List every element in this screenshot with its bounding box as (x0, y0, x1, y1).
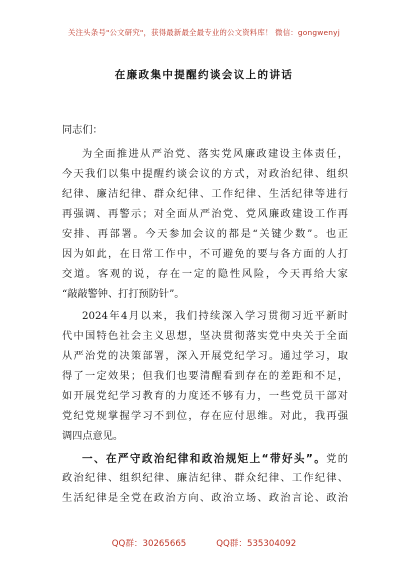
footer-contact (0, 537, 408, 549)
section-heading: 一、在严守政治纪律和政治规矩上“带好头”。 (82, 453, 327, 465)
paragraph-line: 纪律、廉洁纪律、群众纪律、工作纪律、生活纪律等进行 (62, 189, 348, 200)
paragraph-line: 政治纪律、组织纪律、廉洁纪律、群众纪律、工作纪律、 (62, 473, 348, 484)
paragraph-line: 为全面推进从严治党、落实党风廉政建设主体责任， (82, 149, 348, 160)
paragraph-line: 2024年4月以来，我们持续深入学习贯彻习近平新时 (82, 311, 348, 322)
paragraph-line: 今天我们以集中提醒约谈会议的方式，对政治纪律、组织 (62, 169, 348, 180)
paragraph-line: 代中国特色社会主义思想，坚决贯彻落实党中央关于全面 (62, 331, 348, 342)
paragraph-line: 因为如此，在日常工作中，不可避免的要与各方面的人打 (62, 249, 348, 260)
paragraph-line: 如开展党纪学习教育的力度还不够有力，一些党员干部对 (62, 391, 348, 402)
paragraph-line: 安排、再部署。今天参加会议的都是“关键少数”。也正 (62, 229, 348, 240)
heading-trailing-text: 党的 (326, 454, 348, 465)
paragraph-line: 党纪党规掌握学习不到位，存在应付思维。对此，我再强 (62, 411, 348, 422)
paragraph-line: 交道。客观的说，存在一定的隐性风险，今天再给大家 (62, 269, 348, 280)
greeting: 同志们： (62, 125, 103, 136)
paragraph-line: 得了一定效果；但我们也要清醒看到存在的差距和不足， (62, 371, 348, 382)
section-heading-line (62, 449, 348, 469)
paragraph-line: 从严治党的决策部署，深入开展党纪学习。通过学习，取 (62, 351, 348, 362)
paragraph-line: 生活纪律是全党在政治方向、政治立场、政治言论、政治 (62, 493, 348, 504)
paragraph-2 (62, 307, 348, 447)
paragraph-3 (62, 449, 348, 509)
document-title: 在廉政集中提醒约谈会议上的讲话 (114, 69, 294, 81)
paragraph-line: 调四点意见。 (62, 431, 124, 442)
paragraph-1 (62, 145, 348, 305)
footer-qq-group-1: QQ群：30265665 (111, 539, 187, 549)
footer-qq-group-2: QQ群：535304092 (216, 539, 297, 549)
header-banner: 关注头条号"公文研究"，获得最新最全最专业的公文资料库！ 微信：gongwenyj (68, 28, 340, 37)
document-body (62, 116, 348, 509)
paragraph-line: 再强调、再警示；对全面从严治党、党风廉政建设工作再 (62, 209, 348, 220)
paragraph-line: “敲敲警钟、打打预防针”。 (62, 289, 185, 300)
